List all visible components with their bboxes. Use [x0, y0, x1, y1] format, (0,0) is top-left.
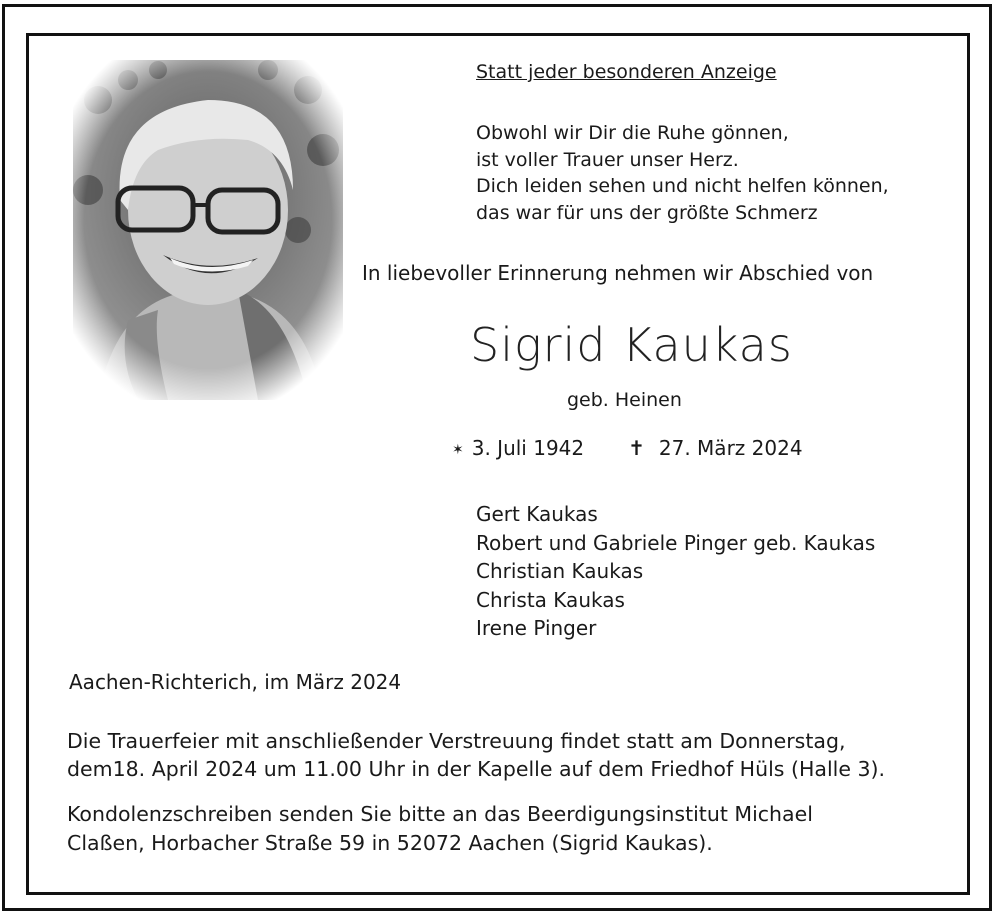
- mourner-name: Gert Kaukas: [476, 502, 598, 526]
- condolence-line: Kondolenzschreiben senden Sie bitte an das Beerdigungsinstitut Michael: [67, 802, 813, 826]
- poem-line: Dich leiden sehen und nicht helfen können,: [476, 175, 889, 197]
- portrait-photo: [58, 40, 358, 400]
- poem-line: das war für uns der größte Schmerz: [476, 201, 818, 224]
- deceased-name: Sigrid Kaukas: [470, 318, 793, 372]
- life-dates: [452, 436, 803, 460]
- poem: [476, 120, 889, 226]
- poem-line: Obwohl wir Dir die Ruhe gönnen,: [476, 122, 789, 144]
- death-cross-icon: ✝: [628, 436, 645, 460]
- notice-heading: Statt jeder besonderen Anzeige: [476, 61, 777, 83]
- mourner-name: Christa Kaukas: [476, 587, 625, 612]
- poem-line: ist voller Trauer unser Herz.: [476, 148, 739, 171]
- service-line: Die Trauerfeier mit anschließender Verstreuung findet statt am Donnerstag,: [67, 729, 846, 753]
- death-date: 27. März 2024: [658, 436, 803, 460]
- service-line: dem18. April 2024 um 11.00 Uhr in der Kapelle auf dem Friedhof Hüls (Halle 3).: [67, 757, 886, 781]
- intro-text: In liebevoller Erinnerung nehmen wir Abschied von: [362, 261, 874, 285]
- maiden-name: geb. Heinen: [567, 389, 682, 411]
- birth-date: 3. Juli 1942: [471, 436, 585, 460]
- mourner-name: Robert und Gabriele Pinger geb. Kaukas: [476, 530, 876, 555]
- mourners-list: [476, 500, 875, 643]
- place-and-date: Aachen-Richterich, im März 2024: [69, 670, 402, 694]
- condolence-info: [67, 800, 813, 858]
- mourner-name: Christian Kaukas: [476, 559, 644, 583]
- funeral-service-info: [67, 727, 885, 783]
- mourner-name: Irene Pinger: [476, 616, 597, 640]
- condolence-line: Claßen, Horbacher Straße 59 in 52072 Aachen (Sigrid Kaukas).: [67, 831, 713, 855]
- birth-star-icon: ✶: [452, 442, 464, 458]
